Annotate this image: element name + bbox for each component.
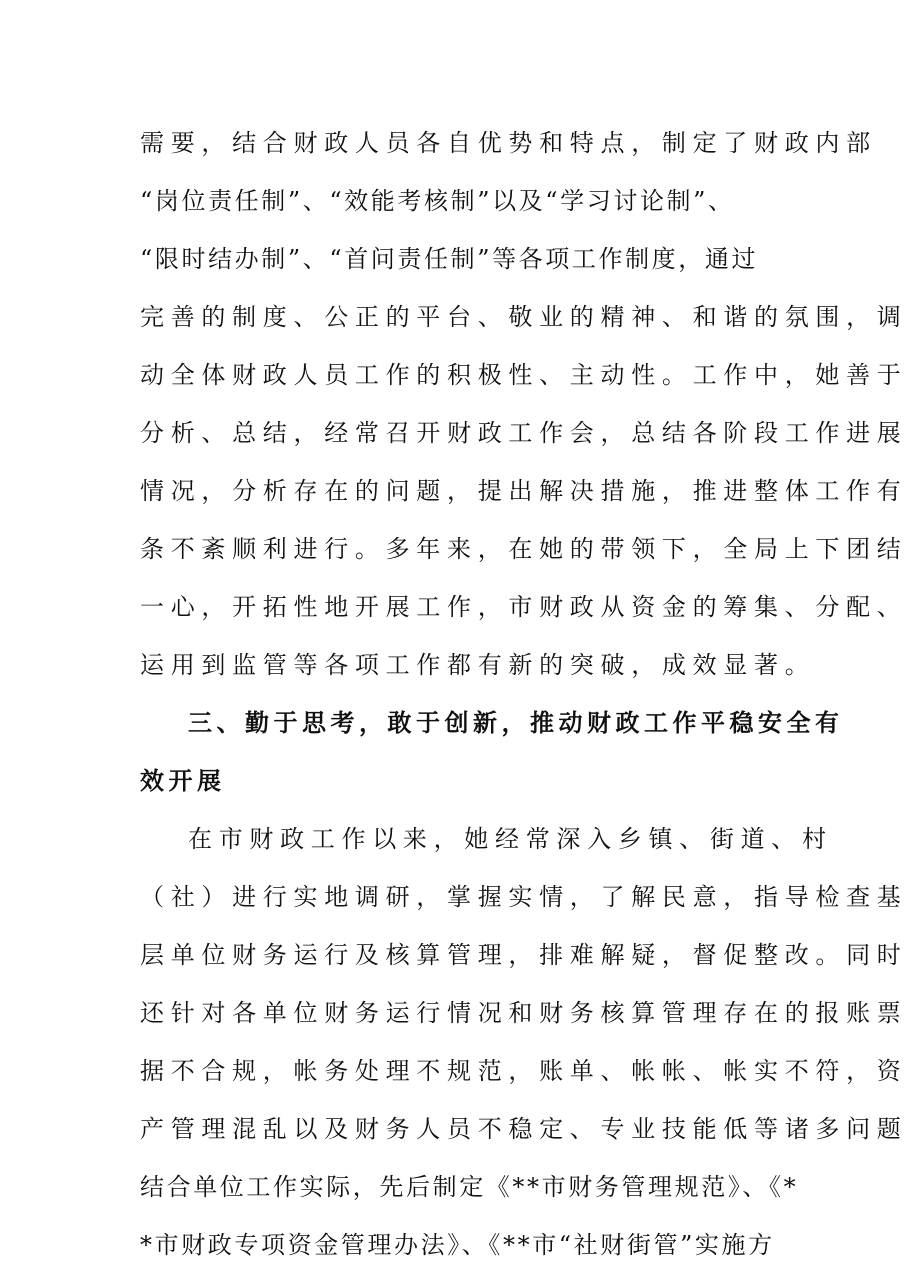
body-text-line: 完善的制度、公正的平台、敬业的精神、和谐的氛围，调 xyxy=(140,303,908,331)
body-text-line: 还针对各单位财务运行情况和财务核算管理存在的报账票 xyxy=(140,999,908,1027)
body-text-line: 动全体财政人员工作的积极性、主动性。工作中，她善于 xyxy=(140,361,908,389)
paragraph-first-line: 在市财政工作以来，她经常深入乡镇、街道、村 xyxy=(188,825,833,853)
body-text-line: 一心，开拓性地开展工作，市财政从资金的筹集、分配、 xyxy=(140,593,908,621)
section-heading-continued: 效开展 xyxy=(140,767,226,795)
body-text-line: 据不合规，帐务处理不规范，账单、帐帐、帐实不符，资 xyxy=(140,1057,908,1085)
section-heading: 三、勤于思考，敢于创新，推动财政工作平稳安全有 xyxy=(188,709,844,737)
body-text-line: 层单位财务运行及核算管理，排难解疑，督促整改。同时 xyxy=(140,941,908,969)
body-text-line: 需要，结合财政人员各自优势和特点，制定了财政内部 xyxy=(140,129,877,157)
body-text-line: （社）进行实地调研，掌握实情，了解民意，指导检查基 xyxy=(140,883,908,911)
body-text-line: 条不紊顺利进行。多年来，在她的带领下，全局上下团结 xyxy=(140,535,908,563)
body-text-line: “岗位责任制”、“效能考核制”以及“学习讨论制”、 xyxy=(140,187,735,215)
body-text-line: 运用到监管等各项工作都有新的突破，成效显著。 xyxy=(140,651,816,679)
body-text-line: “限时结办制”、“首问责任制”等各项工作制度，通过 xyxy=(140,245,759,273)
body-text-line: 情况，分析存在的问题，提出解决措施，推进整体工作有 xyxy=(140,477,908,505)
body-text-line: *市财政专项资金管理办法》、《**市“社财街管”实施方 xyxy=(140,1231,775,1259)
body-text-line: 结合单位工作实际，先后制定《**市财务管理规范》、《* xyxy=(140,1173,799,1201)
body-text-line: 分析、总结，经常召开财政工作会，总结各阶段工作进展 xyxy=(140,419,908,447)
body-text-line: 产管理混乱以及财务人员不稳定、专业技能低等诸多问题 xyxy=(140,1115,908,1143)
